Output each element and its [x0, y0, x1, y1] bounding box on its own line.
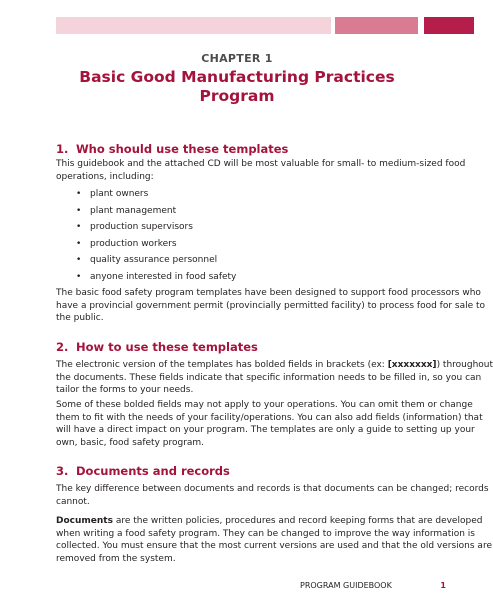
title-line-2: Program [199, 87, 275, 105]
list-item [56, 219, 418, 236]
section-3-paragraph-1 [56, 483, 489, 508]
list-item-text: plant management [90, 205, 177, 216]
bullet-icon: • [76, 205, 82, 216]
text-line: the documents. These fields indicate that specific information needs to be filled in, so you can [56, 372, 482, 383]
section-2-title: How to use these templates [76, 340, 258, 354]
list-item [56, 203, 418, 220]
chapter-label: CHAPTER 1 [201, 52, 273, 65]
text-line: will have a direct impact on your program. The templates are only a guide to setting up your [56, 425, 475, 435]
section-3-number: 3. [56, 464, 69, 478]
text-line: The basic food safety program templates have been designed to support food processors who [56, 288, 481, 298]
bullet-icon: • [76, 222, 82, 232]
text-line: have a provincial government permit (provincially permitted facility) to process food for sale to [56, 300, 486, 311]
text-line: removed from the system. [56, 553, 176, 564]
section-1-paragraph-2 [56, 287, 486, 325]
bolded-field-example: [xxxxxxx] [387, 360, 437, 370]
text-line: Some of these bolded fields may not apply to your operations. You can omit them or change [56, 400, 473, 410]
text-line: own, basic, food safety program. [56, 437, 205, 448]
text-line: The electronic version of the templates has bolded fields in brackets (ex: [xxxxxxx]) throughout [56, 360, 493, 370]
list-item [56, 269, 418, 286]
header-bar-light [56, 17, 331, 34]
section-documents-records [56, 464, 418, 478]
list-item [56, 252, 418, 269]
list-item-text: anyone interested in food safety [90, 271, 237, 282]
bullet-icon: • [76, 271, 82, 282]
section-how-to-use [56, 340, 418, 354]
list-item [56, 186, 418, 203]
page-title [56, 68, 418, 106]
text-line: tailor the forms to your needs. [56, 385, 194, 395]
section-3-title: Documents and records [76, 464, 230, 478]
header-bar-mid [335, 17, 418, 34]
header-bar-dark [424, 17, 474, 34]
page-number: 1 [440, 581, 446, 590]
section-1-heading [56, 142, 418, 156]
title-line-1: Basic Good Manufacturing Practices [79, 68, 395, 86]
list-item-text: quality assurance personnel [90, 255, 218, 265]
list-item-text: production supervisors [90, 222, 193, 232]
list-item [56, 236, 418, 253]
list-item-text: plant owners [90, 189, 149, 199]
section-2-heading [56, 340, 418, 354]
text-line: cannot. [56, 496, 90, 507]
footer-label: PROGRAM GUIDEBOOK [300, 581, 392, 590]
audience-list [56, 186, 418, 285]
bullet-icon: • [76, 189, 82, 199]
section-3-paragraph-2 [56, 515, 492, 565]
text-line: This guidebook and the attached CD will be most valuable for small- to medium-sized food [56, 159, 466, 169]
bullet-icon: • [76, 238, 82, 249]
section-1-title: Who should use these templates [76, 142, 289, 156]
section-3-heading [56, 464, 418, 478]
section-2-number: 2. [56, 340, 69, 354]
text-line: collected. You must ensure that the most current versions are used and that the old versions are [56, 541, 492, 551]
list-item-text: production workers [90, 238, 177, 249]
section-1-number: 1. [56, 142, 69, 156]
text-line: operations, including: [56, 171, 154, 182]
text-line: the public. [56, 313, 104, 323]
section-1-intro [56, 158, 466, 183]
section-2-paragraph-2 [56, 399, 483, 449]
section-2-paragraph-1 [56, 359, 493, 397]
documents-term: Documents [56, 516, 113, 526]
section-who-should-use [56, 142, 418, 156]
text-line: them to fit with the needs of your facility/operations. You can also add fields (information) that [56, 412, 483, 423]
text-line: when writing a food safety program. They can be changed to improve the way information is [56, 528, 475, 539]
bullet-icon: • [76, 255, 82, 265]
text-line: The key difference between documents and records is that documents can be changed; records [56, 484, 489, 494]
text-line: Documents are the written policies, procedures and record keeping forms that are developed [56, 516, 483, 526]
